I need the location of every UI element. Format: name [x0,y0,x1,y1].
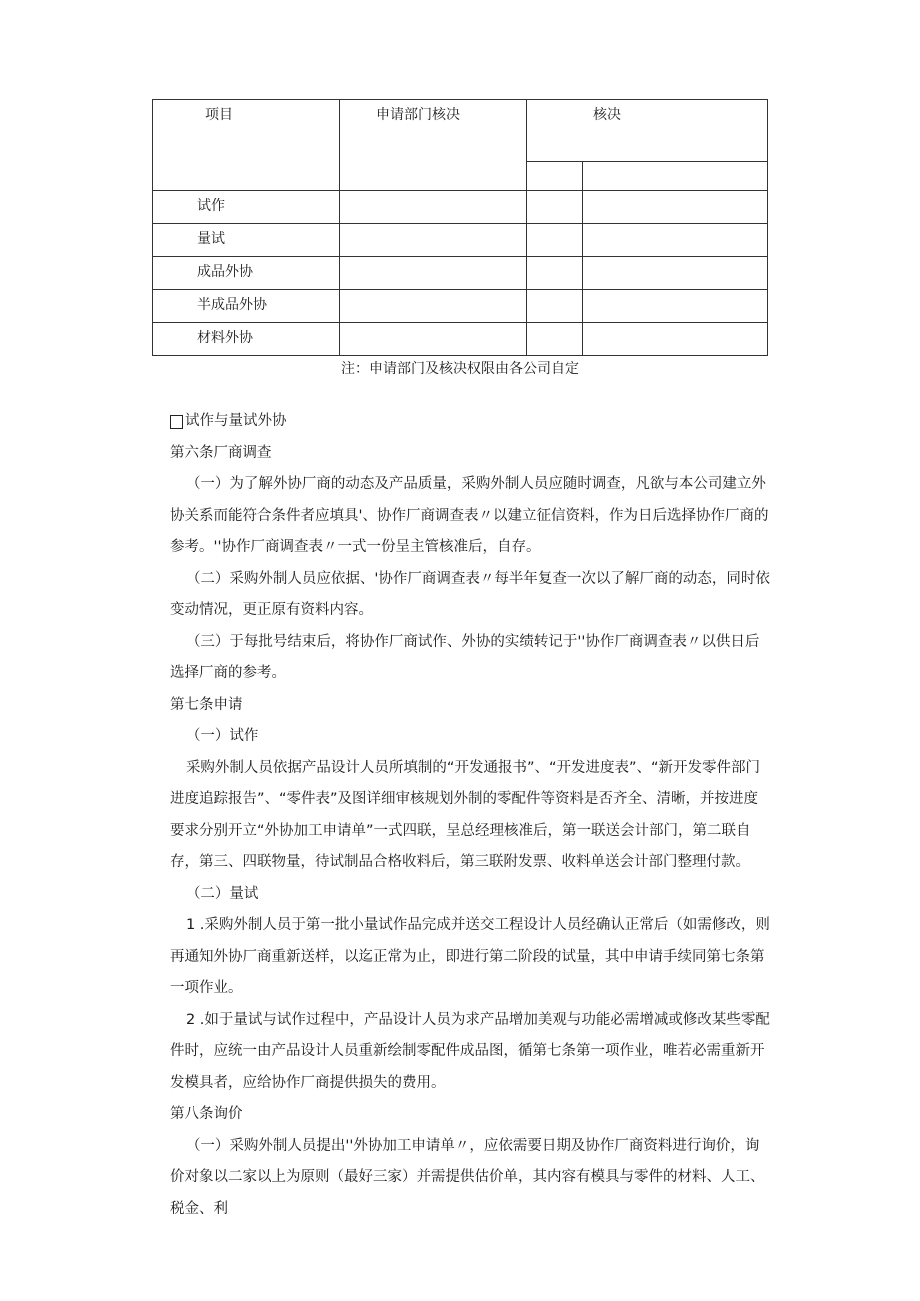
article-7-item-1: （一）试作 [185,728,259,744]
checkbox-glyph-icon [170,415,183,429]
article-7-item-2-2: 2 .如于量试与试作过程中，产品设计人员为求产品增加美观与功能必需增减或修改某些零配件时，应统一由产品设计人员重新绘制零配件成品图，循第七条第一项作业，唯若必需重新开发模具者，应给协作厂商提供损失的费用。 [170,1011,770,1091]
header-approval: 核决 [527,100,768,162]
table-cell [340,224,527,257]
row-label: 半成品外协 [153,290,340,323]
table-cell [527,257,583,290]
article-6-item-1: （一）为了解外协厂商的动态及产品质量，采购外制人员应随时调查，凡欲与本公司建立外协关系而能符合条件者应填具'、协作厂商调查表〃以建立征信资料，作为日后选择协作厂商的参考。''协作厂商调查表〃一式一份呈主管核准后，自存。 [170,476,769,555]
article-7-item-2-1: 1 .采购外制人员于第一批小量试作品完成并送交工程设计人员经确认正常后（如需修改，则再通知外协厂商重新送样，以迄正常为止，即进行第二阶段的试量，其中申请手续同第七条第一项作业。 [170,917,770,996]
table-cell [527,191,583,224]
approval-authority-table [152,99,768,356]
table-cell [527,290,583,323]
table-cell [583,224,768,257]
table-cell [340,323,527,356]
article-8-item-1: （一）采购外制人员提出''外协加工申请单〃，应依需要日期及协作厂商资料进行询价，询价对象以二家以上为原则（最好三家）并需提供估价单，其内容有模具与零件的材料、人工、税金、利 [170,1137,765,1217]
article-6-item-3: （三）于每批号结束后，将协作厂商试作、外协的实绩转记于''协作厂商调查表〃以供日后选择厂商的参考。 [170,633,760,681]
row-label: 成品外协 [153,257,340,290]
row-label: 试作 [153,191,340,224]
table-cell [583,323,768,356]
table-note: 注：申请部门及核决权限由各公司自定 [341,361,579,377]
row-label: 材料外协 [153,323,340,356]
table-cell [340,290,527,323]
table-cell [583,290,768,323]
article-7-item-2: （二）量试 [185,885,259,902]
article-8-title: 第八条询价 [170,1106,243,1122]
table-cell [527,224,583,257]
row-label: 量试 [153,224,340,257]
article-6-title: 第六条厂商调查 [170,444,272,461]
subheader-cell [583,161,768,190]
body-text [170,406,770,1225]
subheader-cell [527,161,583,190]
table-cell [340,257,527,290]
header-dept-approval: 申请部门核决 [340,100,527,191]
header-item: 项目 [153,100,340,191]
article-6-item-2: （二）采购外制人员应依据、'协作厂商调查表〃每半年复查一次以了解厂商的动态，同时依变动情况，更正原有资料内容。 [170,570,770,618]
table-cell [583,257,768,290]
section-heading [170,406,770,438]
table-cell [340,191,527,224]
table-cell [527,323,583,356]
section-heading-text: 试作与量试外协 [185,413,287,429]
article-7-item-1-text: 采购外制人员依据产品设计人员所填制的“开发通报书”、“开发进度表”、“新开发零件部门进度追踪报告”、“零件表”及图详细审核规划外制的零配件等资料是否齐全、清晰，并按进度要求分别开立“外协加工申请单”一式四联，呈总经理核准后，第一联送会计部门，第二联自存，第三、四联物量，待试制品合格收料后，第三联附发票、收料单送会计部门整理付款。 [170,759,760,870]
table-cell [583,191,768,224]
article-7-title: 第七条申请 [170,696,243,713]
